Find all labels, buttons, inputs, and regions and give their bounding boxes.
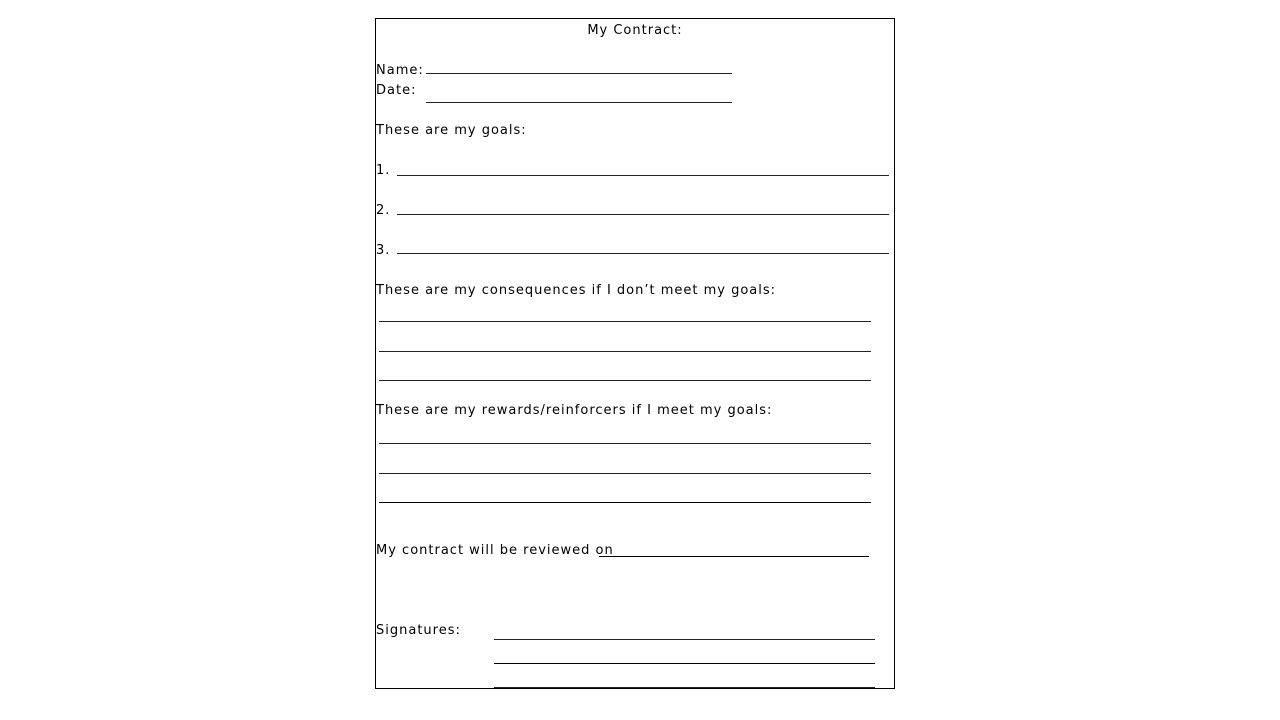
goal-line-3[interactable] <box>397 253 889 254</box>
goal-number-2: 2. <box>376 203 391 218</box>
review-label: My contract will be reviewed on <box>376 543 614 558</box>
goal-line-2[interactable] <box>397 214 889 215</box>
signature-line-3[interactable] <box>494 687 875 688</box>
reward-line-3[interactable] <box>379 502 871 503</box>
date-label: Date: <box>376 83 417 98</box>
contract-page <box>375 18 895 689</box>
goal-line-1[interactable] <box>397 175 889 176</box>
signature-line-2[interactable] <box>494 663 875 664</box>
consequence-line-3[interactable] <box>379 380 871 381</box>
goals-heading: These are my goals: <box>376 123 527 138</box>
rewards-heading: These are my rewards/reinforcers if I meet my goals: <box>376 403 773 418</box>
consequences-heading: These are my consequences if I don’t meet my goals: <box>376 283 777 298</box>
review-date-line[interactable] <box>599 556 869 557</box>
date-field-line[interactable] <box>426 102 732 103</box>
name-label: Name: <box>376 63 424 78</box>
signature-line-1[interactable] <box>494 639 875 640</box>
goal-number-3: 3. <box>376 243 391 258</box>
contract-title: My Contract: <box>587 23 683 38</box>
signatures-label: Signatures: <box>376 623 461 638</box>
consequence-line-1[interactable] <box>379 321 871 322</box>
name-field-line[interactable] <box>426 73 732 74</box>
consequence-line-2[interactable] <box>379 351 871 352</box>
goal-number-1: 1. <box>376 163 391 178</box>
reward-line-2[interactable] <box>379 473 871 474</box>
reward-line-1[interactable] <box>379 443 871 444</box>
